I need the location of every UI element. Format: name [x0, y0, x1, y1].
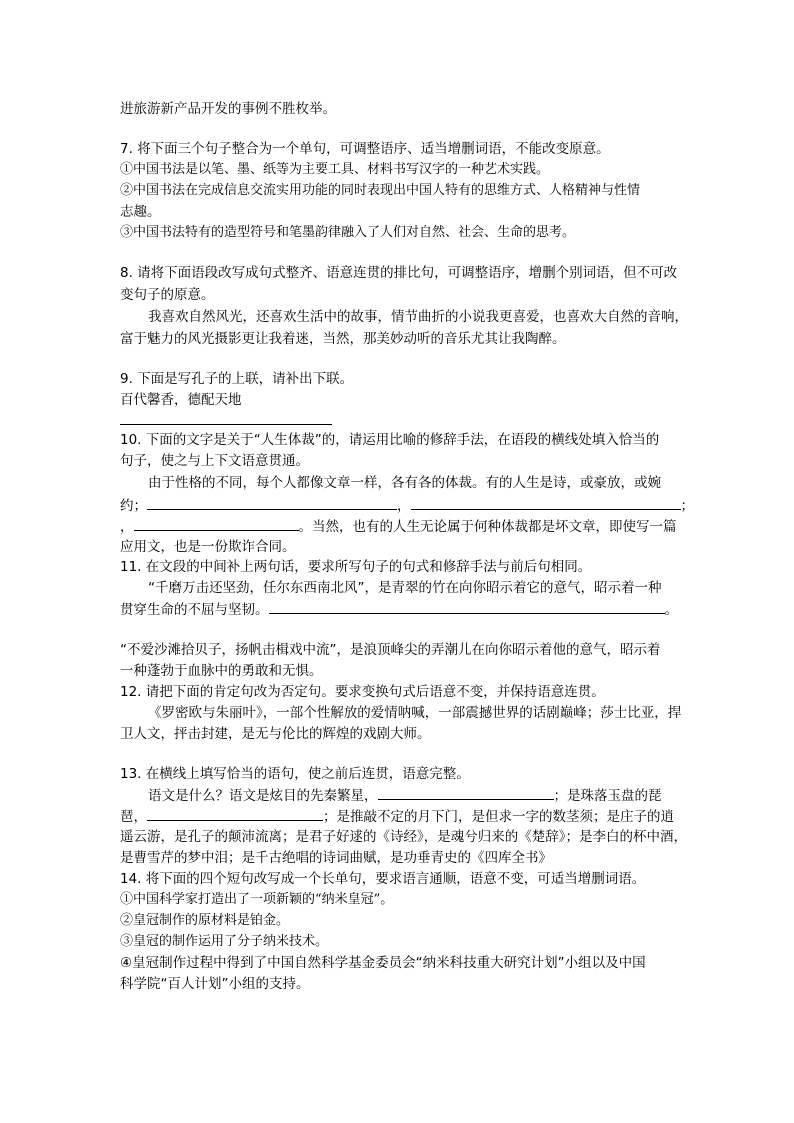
text-fragment: 贯穿生命的不屈与坚韧。	[120, 602, 269, 618]
passage-line: 是曹雪芹的梦中泪；是千古绝唱的诗词曲赋，是功垂青史的《四库全书》	[120, 850, 552, 866]
question-9-prompt: 9. 下面是写孔子的上联，请补出下联。	[120, 371, 354, 387]
passage-line-with-blanks	[120, 495, 694, 516]
fill-blank[interactable]	[134, 516, 299, 531]
text-fragment: ；是推敲不定的月下门，是但求一字的数茎须；是庄子的逍	[323, 809, 674, 825]
question-8-prompt: 8. 请将下面语段改写成句式整齐、语意连贯的排比句，可调整语序，增删个别词语，但不可改	[120, 265, 678, 281]
fill-blank[interactable]	[411, 495, 681, 510]
text-fragment: ，	[120, 519, 134, 535]
passage-line: 一种蓬勃于血脉中的勇敢和无惧。	[120, 663, 323, 679]
text-fragment: 。当然，也有的人生无论属于何种体裁都是坏文章，即使写一篇	[298, 519, 677, 535]
fill-blank[interactable]	[378, 785, 554, 800]
fill-blank[interactable]	[147, 495, 397, 510]
sentence-1: ①中国书法是以笔、墨、纸等为主要工具、材料书写汉字的一种艺术实践。	[120, 162, 550, 177]
question-10-prompt: 10. 下面的文字是关于“人生体裁”的，请运用比喻的修辞手法，在语段的横线处填入恰当的	[120, 432, 660, 448]
passage-line: 由于性格的不同，每个人都像文章一样，各有各的体裁。有的人生是诗，或豪放，或婉	[148, 475, 661, 491]
question-7-prompt: 7. 将下面三个句子整合为一个单句，可调整语序、适当增删词语，不能改变原意。	[120, 141, 610, 157]
text-fragment: 琶，	[120, 809, 147, 825]
passage-line-with-blank	[148, 785, 662, 806]
fill-blank[interactable]	[147, 806, 323, 821]
question-11-prompt: 11. 在文段的中间补上两句话，要求所写句子的句式和修辞手法与前后句相同。	[120, 559, 592, 575]
sentence-2-cont: 志趣。	[120, 204, 161, 220]
text-fragment: ；	[680, 498, 694, 514]
passage-line: 应用文，也是一份欺诈合同。	[120, 539, 296, 555]
text-line: 进旅游新产品开发的事例不胜枚举。	[120, 101, 336, 117]
passage-line: “不爱沙滩拾贝子，扬帆击楫戏中流”，是浪顶峰尖的弄潮儿在向你昭示着他的意气，昭示着	[120, 642, 661, 658]
passage-line: 遥云游，是孔子的颠沛流离；是君子好逑的《诗经》，是魂兮归来的《楚辞》；是李白的杯中酒，	[120, 829, 687, 845]
passage-line: 《罗密欧与朱丽叶》，一部个性解放的爱情呐喊，一部震撼世界的话剧巅峰；莎士比亚，捍	[148, 705, 682, 721]
text-fragment: 。	[664, 602, 678, 618]
passage-line-with-blank	[120, 599, 678, 620]
question-12-prompt: 12. 请把下面的肯定句改为否定句。要求变换句式后语意不变，并保持语意连贯。	[120, 684, 605, 700]
text-fragment: 约；	[120, 498, 147, 514]
sentence-4-cont: 科学院“百人计划”小组的支持。	[120, 976, 310, 992]
passage-line-with-blanks	[120, 516, 677, 537]
question-13-prompt: 13. 在横线上填写恰当的语句，使之前后连贯，语意完整。	[120, 766, 470, 782]
answer-line[interactable]	[120, 424, 332, 425]
sentence-2: ②中国书法在完成信息交流实用功能的同时表现出中国人特有的思维方式、人格精神与性情	[120, 183, 641, 198]
sentence-3: ③中国书法特有的造型符号和笔墨韵律融入了人们对自然、社会、生命的思考。	[120, 225, 576, 240]
sentence-3: ③皇冠的制作运用了分子纳米技术。	[120, 934, 329, 949]
question-8-prompt-cont: 变句子的原意。	[120, 287, 215, 303]
passage-line: 富于魅力的风光摄影更让我着迷，当然，那美妙动听的音乐尤其让我陶醉。	[120, 331, 566, 347]
question-14-prompt: 14. 将下面的四个短句改写成一个长单句，要求语言通顺，语意不变，可适当增删词语。	[120, 871, 646, 887]
sentence-1: ①中国科学家打造出了一项新颖的“纳米皇冠”。	[120, 892, 394, 907]
couplet-first-line: 百代馨香，德配天地	[120, 392, 242, 408]
sentence-2: ②皇冠制作的原材料是铂金。	[120, 913, 290, 928]
question-10-prompt-cont: 句子，使之与上下文语意贯通。	[120, 453, 309, 469]
passage-line: 卫人文，抨击封建，是无与伦比的辉煌的戏剧大师。	[120, 726, 431, 742]
text-fragment: 语文是什么？语文是炫目的先秦繁星，	[148, 788, 378, 804]
sentence-4: ④皇冠制作过程中得到了中国自然科学基金委员会“纳米科技重大研究计划”小组以及中国	[120, 955, 646, 971]
text-fragment: ；是珠落玉盘的琵	[553, 788, 662, 804]
passage-line-with-blank	[120, 806, 674, 827]
passage-line: “千磨万击还坚劲，任尔东西南北风”，是青翠的竹在向你昭示着它的意气，昭示着一种	[148, 580, 662, 596]
text-fragment: ，	[397, 498, 411, 514]
fill-blank[interactable]	[269, 599, 665, 614]
passage-line: 我喜欢自然风光，还喜欢生活中的故事，情节曲折的小说我更喜爱，也喜欢大自然的音响，	[148, 309, 688, 325]
